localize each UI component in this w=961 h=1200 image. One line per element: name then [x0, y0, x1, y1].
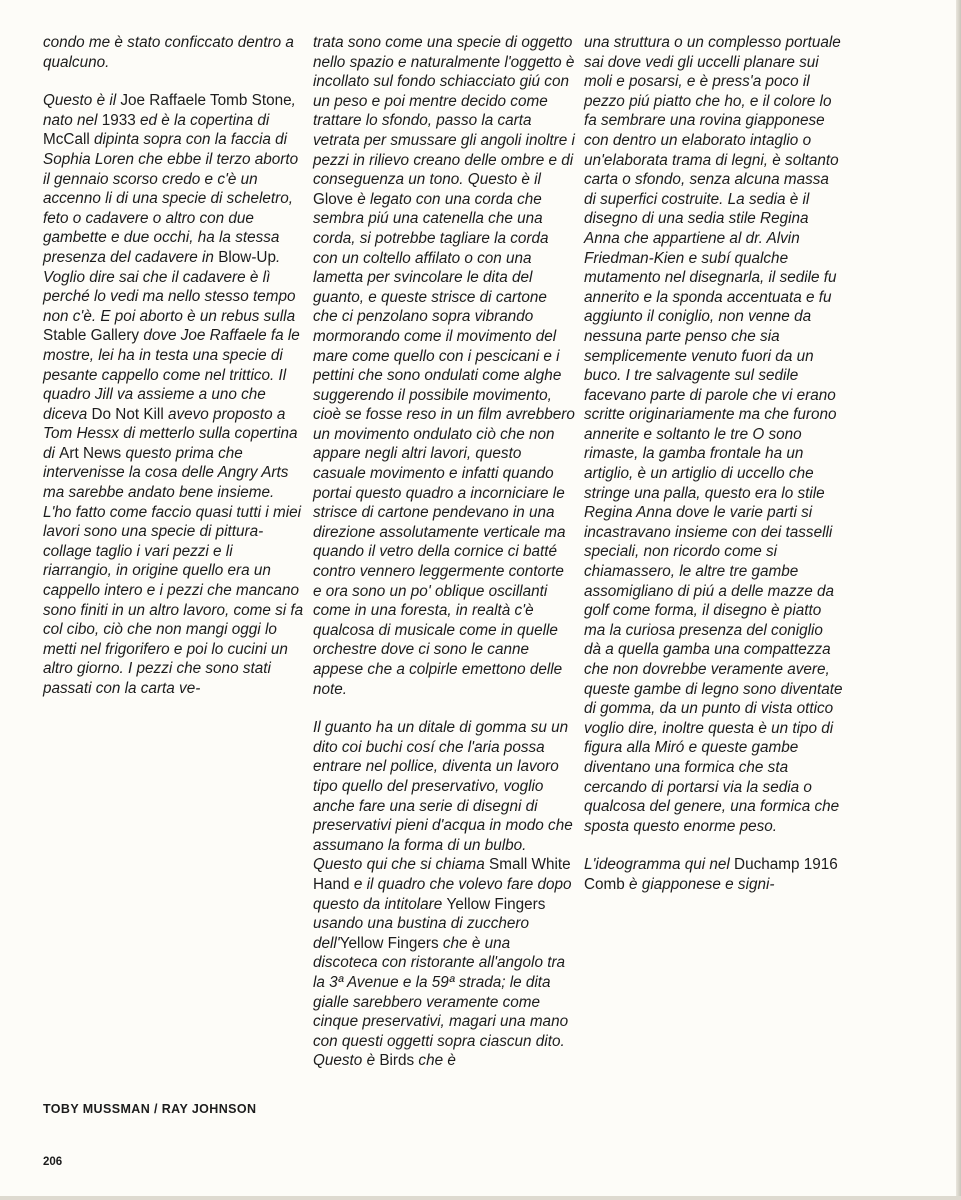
text-run: dipinta sopra con la faccia di Sophia Loren che ebbe il terzo aborto il gennaio scorso credo e c'è un accenno li di una specie di scheletro, feto o cadavere o altro con due gambette e due occhi, ha la stessa presenza del cadavere in	[43, 131, 299, 266]
text-column-2	[313, 33, 575, 1090]
text-run: che è una discoteca con ristorante all'angolo tra la 3ª Avenue e la 59ª strada; le dita gialle sarebbero veramente come cinque preservativi, magari una mano con questi oggetti sopra ciascun dito. Questo è	[313, 934, 569, 1070]
title-text: Duchamp 1916 Comb	[584, 856, 838, 893]
paragraph	[313, 33, 575, 699]
title-text: Yellow Fingers	[339, 934, 439, 952]
page-number: 206	[43, 1156, 63, 1168]
paragraph	[584, 855, 844, 894]
text-run: trata sono come una specie di oggetto nello spazio e naturalmente l'oggetto è incollato sul fondo schiacciato giú con un peso e poi mentre decido come trattare lo sfondo, passo la carta vetrata per smussare gli angoli inoltre i pezzi in rilievo creano delle ombre e di conseguenza un tono. Questo è il	[313, 34, 575, 189]
text-run: dove Joe Raffaele fa le mostre, lei ha in testa una specie di pesante cappello come nel trittico. Il quadro Jill va assieme a uno che diceva	[43, 327, 300, 423]
title-text: McCall	[43, 131, 90, 149]
title-text: Small White Hand	[313, 856, 571, 893]
title-text: 1933	[101, 111, 136, 129]
text-run: questo prima che intervenisse la cosa delle Angry Arts ma sarebbe andato bene insieme. L'ho fatto come faccio quasi tutti i miei lavori sono una specie di pittura-collage taglio i vari pezzi e li riarrangio, in origine quello era un cappello intero e i pezzi che mancano sono finiti in un altro lavoro, come si fa col cibo, ciò che non mangi oggi lo metti nel frigorifero e poi lo cucini un altro giorno. I pezzi che sono stati passati con la carta ve-	[43, 444, 304, 697]
paragraph	[584, 33, 844, 836]
text-run: ed è la copertina di	[135, 111, 270, 129]
text-run: è giapponese e signi-	[624, 875, 775, 893]
text-run: e il quadro che volevo fare dopo questo da intitolare	[313, 875, 572, 913]
paragraph: condo me è stato conficcato dentro a qualcuno.	[43, 34, 294, 71]
text-run: Il guanto ha un ditale di gomma su un dito coi buchi cosí che l'aria possa entrare nel pollice, diventa un lavoro tipo quello del preservativo, voglio anche fare una serie di disegni di preservativi pieni d'acqua in modo che assumano la forma di un bulbo. Questo qui che si chiama	[313, 719, 573, 874]
text-run: Questo è il	[43, 92, 121, 110]
author-credit: TOBY MUSSMAN / RAY JOHNSON	[43, 1102, 257, 1116]
text-run: che è	[414, 1052, 456, 1070]
paragraph	[313, 718, 575, 1071]
title-text: Glove	[313, 190, 353, 208]
page-edge	[956, 0, 961, 1200]
title-text: Yellow Fingers	[446, 895, 546, 913]
title-text: Stable Gallery	[43, 327, 140, 345]
text-run: L'ideogramma qui nel	[584, 856, 735, 874]
title-text: Art News	[59, 444, 122, 462]
text-run: usando una bustina di zucchero dell'	[313, 915, 530, 952]
title-text: Birds	[379, 1052, 415, 1070]
text-run: avevo proposto a Tom Hessx di metterlo sulla copertina di	[43, 405, 298, 462]
text-run: una struttura o un complesso portuale sai dove vedi gli uccelli planare sui moli e posarsi, e è press'a poco il pezzo piú piatto che ho, e il colore lo fa sembrare una rovina giapponese con dentro un elaborato intaglio o un'elaborata trama di legni, è soltanto carta o sfondo, senza alcuna massa di superfici costruite. La sedia è il disegno di una sedia stile Regina Anna che appartiene al dr. Alvin Friedman-Kien e subí qualche mutamento nel disegnarla, il sedile fu annerito e la sponda accentuata e fu aggiunto il coniglio, non venne da nessuna parte penso che sia semplicemente venuto fuori da un buco. I tre salvagente sul sedile facevano parte di parole che vi erano scritte originariamente ma che furono annerite e soltanto le tre O sono rimaste, la gamba frontale ha un artiglio, è un artiglio di uccello che stringe una palla, questo era lo stile Regina Anna dove le varie parti si incastravano insieme con dei tasselli speciali, non ricordo come si chiamassero, le altre tre gambe assomigliano di piú a delle mazze da golf come forma, il disegno è piatto ma la curiosa presenza del coniglio dà a quella gamba una compattezza che non dovrebbe veramente avere, queste gambe di legno sono diventate di gomma, da un punto di vista ottico voglio dire, inoltre questa è un tipo di figura alla Miró e queste gambe diventano una formica che sta cercando di portarsi via la sedia o qualcosa del genere, una formica che sposta questo enorme peso.	[584, 34, 843, 835]
text-column-3	[584, 33, 844, 914]
title-text: Joe Raffaele Tomb Stone	[120, 92, 292, 110]
title-text: Do Not Kill	[91, 405, 164, 423]
text-run: è legato con una corda che sembra piú una catenella che una corda, si potrebbe tagliare la corda con un coltello affilato o con una lametta per svincolare le dita del guanto, e queste strisce di cartone che ci penzolano sopra vibrando mormorando come il movimento del mare come quello con i pescicani e i pettini che sono ondulati come alghe suggerendo il possibile movimento, cioè se fosse reso in un film avrebbero un movimento ondulato ciò che non appare negli altri lavori, questo casuale movimento e infatti quando portai questo quadro a incorniciare le strisce di cartone pendevano in una direzione assolutamente verticale ma quando il vetro della cornice ci batté contro vennero leggermente contorte e ora sono un po' oblique oscillanti come in una foresta, in realtà c'è qualcosa di musicale come in quelle orchestre dove ci sono le canne appese che a colpirle emettono delle note.	[313, 190, 575, 698]
text-run: . Voglio dire sai che il cadavere è lì perché lo vedi ma nello stesso tempo non c'è. E poi aborto è un rebus sulla	[43, 248, 296, 325]
page-edge-bottom	[0, 1196, 961, 1200]
title-text: Blow-Up	[218, 248, 276, 266]
text-run: , nato nel	[43, 92, 296, 129]
paragraph	[43, 91, 305, 698]
text-column-1	[43, 33, 305, 718]
